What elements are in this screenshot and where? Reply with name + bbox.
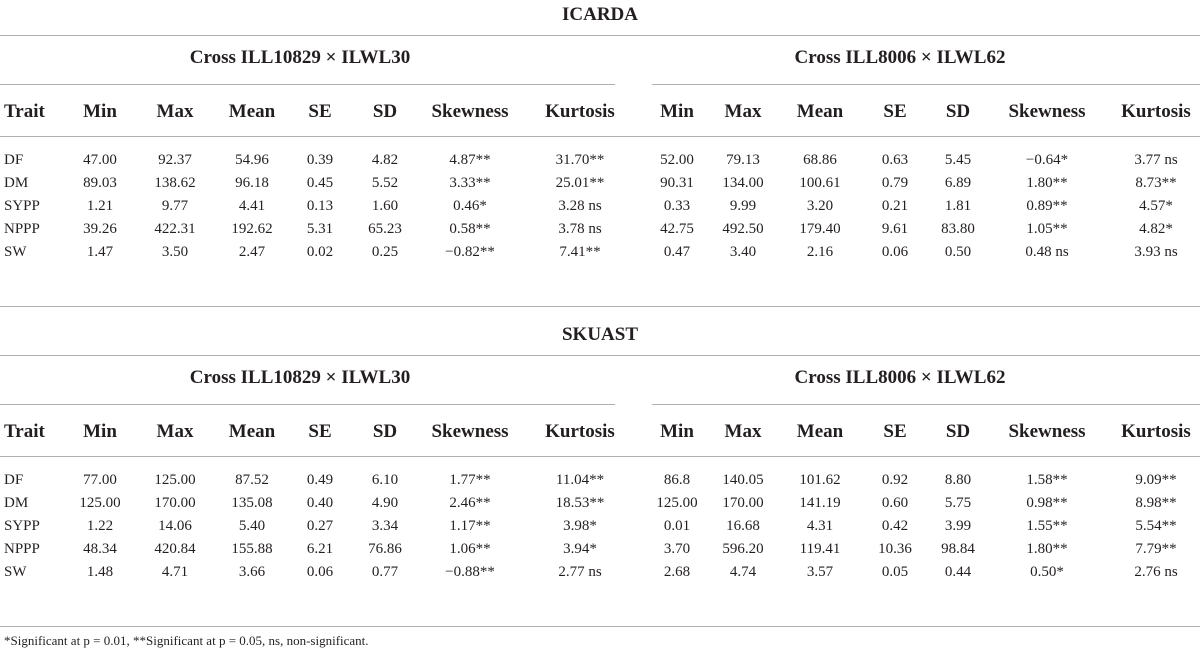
value-cell: 2.76 ns (1134, 564, 1178, 580)
value-cell: 0.06 (306, 564, 334, 580)
value-cell: 0.46* (453, 198, 487, 214)
table-footnote: *Significant at p = 0.01, **Significant at p = 0.05, ns, non-significant. (4, 633, 369, 648)
value-cell: 0.02 (306, 244, 334, 260)
value-cell: 1.21 (86, 198, 114, 214)
value-cell: 7.79** (1135, 541, 1177, 557)
value-cell: 8.80 (944, 472, 972, 488)
value-cell: 1.17** (449, 518, 491, 534)
skuast-header-se: SE (883, 421, 907, 442)
value-cell: 8.98** (1135, 495, 1177, 511)
value-cell: 11.04** (555, 472, 605, 488)
value-cell: 76.86 (368, 541, 402, 557)
value-cell: 8.73** (1135, 175, 1177, 191)
value-cell: −0.82** (445, 244, 495, 260)
skuast-header-min: Min (83, 421, 117, 442)
value-cell: 89.03 (83, 175, 117, 191)
value-cell: 96.18 (235, 175, 269, 191)
value-cell: 52.00 (660, 152, 694, 168)
skuast-header-rule (0, 456, 1200, 457)
value-cell: 134.00 (722, 175, 764, 191)
trait-cell: NPPP (4, 221, 40, 237)
value-cell: 68.86 (803, 152, 837, 168)
value-cell: 3.34 (371, 518, 399, 534)
value-cell: 14.06 (158, 518, 192, 534)
skuast-header-sd: SD (945, 421, 971, 442)
value-cell: 0.01 (663, 518, 691, 534)
value-cell: 0.47 (663, 244, 691, 260)
value-cell: 90.31 (660, 175, 694, 191)
value-cell: 1.80** (1026, 541, 1068, 557)
icarda-header-mean: Mean (228, 101, 276, 122)
skuast-top-rule (0, 355, 1200, 356)
icarda-header-mean: Mean (796, 101, 844, 122)
icarda-header-sd: SD (945, 101, 971, 122)
value-cell: 492.50 (722, 221, 764, 237)
value-cell: 83.80 (941, 221, 975, 237)
value-cell: 0.06 (881, 244, 909, 260)
value-cell: 141.19 (799, 495, 841, 511)
value-cell: 6.10 (371, 472, 399, 488)
skuast-header-min: Min (660, 421, 694, 442)
value-cell: 0.05 (881, 564, 909, 580)
value-cell: 0.77 (371, 564, 399, 580)
trait-cell: DM (4, 495, 29, 511)
value-cell: 1.55** (1026, 518, 1068, 534)
value-cell: 0.13 (306, 198, 334, 214)
value-cell: 1.81 (944, 198, 972, 214)
value-cell: 0.45 (306, 175, 334, 191)
value-cell: 0.89** (1026, 198, 1068, 214)
value-cell: 420.84 (154, 541, 196, 557)
icarda-cross-left-rule (0, 84, 615, 85)
value-cell: 125.00 (79, 495, 121, 511)
value-cell: 0.25 (371, 244, 399, 260)
value-cell: 1.05** (1026, 221, 1068, 237)
value-cell: 100.61 (799, 175, 841, 191)
value-cell: 31.70** (555, 152, 605, 168)
value-cell: 4.71 (161, 564, 189, 580)
value-cell: 1.60 (371, 198, 399, 214)
value-cell: 4.31 (806, 518, 834, 534)
skuast-cross-left-rule (0, 404, 615, 405)
icarda-header-sd: SD (372, 101, 398, 122)
value-cell: 0.92 (881, 472, 909, 488)
value-cell: 3.28 ns (558, 198, 602, 214)
value-cell: 16.68 (726, 518, 760, 534)
trait-cell: SW (4, 564, 27, 580)
value-cell: 125.00 (656, 495, 698, 511)
value-cell: 77.00 (83, 472, 117, 488)
value-cell: 192.62 (231, 221, 273, 237)
value-cell: 101.62 (799, 472, 841, 488)
icarda-header-se: SE (308, 101, 332, 122)
value-cell: 0.21 (881, 198, 909, 214)
value-cell: 2.47 (238, 244, 266, 260)
skuast-cross-left-title: Cross ILL10829 × ILWL30 (189, 367, 411, 388)
value-cell: 0.79 (881, 175, 909, 191)
value-cell: 0.50 (944, 244, 972, 260)
value-cell: 9.09** (1135, 472, 1177, 488)
trait-cell: SYPP (4, 518, 40, 534)
value-cell: 9.77 (161, 198, 189, 214)
value-cell: 9.61 (881, 221, 909, 237)
icarda-top-rule (0, 35, 1200, 36)
icarda-header-se: SE (883, 101, 907, 122)
value-cell: 48.34 (83, 541, 117, 557)
value-cell: 3.93 ns (1134, 244, 1178, 260)
value-cell: 2.77 ns (558, 564, 602, 580)
value-cell: 5.75 (944, 495, 972, 511)
trait-cell: SYPP (4, 198, 40, 214)
value-cell: 65.23 (368, 221, 402, 237)
value-cell: 3.40 (729, 244, 757, 260)
value-cell: 119.41 (799, 541, 841, 557)
value-cell: 155.88 (231, 541, 273, 557)
value-cell: 10.36 (878, 541, 912, 557)
icarda-header-skewness: Skewness (1008, 101, 1086, 122)
skuast-header-skewness: Skewness (431, 421, 509, 442)
value-cell: 170.00 (154, 495, 196, 511)
value-cell: 0.63 (881, 152, 909, 168)
value-cell: 2.46** (449, 495, 491, 511)
value-cell: 135.08 (231, 495, 273, 511)
value-cell: 1.48 (86, 564, 114, 580)
value-cell: 422.31 (154, 221, 196, 237)
icarda-header-min: Min (660, 101, 694, 122)
icarda-header-min: Min (83, 101, 117, 122)
value-cell: 0.27 (306, 518, 334, 534)
value-cell: 0.48 ns (1025, 244, 1069, 260)
value-cell: 7.41** (559, 244, 601, 260)
value-cell: 138.62 (154, 175, 196, 191)
value-cell: 79.13 (726, 152, 760, 168)
value-cell: 596.20 (722, 541, 764, 557)
skuast-header-trait: Trait (4, 421, 45, 442)
value-cell: 0.39 (306, 152, 334, 168)
value-cell: 18.53** (555, 495, 605, 511)
skuast-header-max: Max (156, 421, 194, 442)
value-cell: 1.22 (86, 518, 114, 534)
value-cell: 4.82* (1139, 221, 1173, 237)
value-cell: 5.54** (1135, 518, 1177, 534)
value-cell: −0.64* (1025, 152, 1069, 168)
skuast-header-max: Max (724, 421, 762, 442)
skuast-header-mean: Mean (228, 421, 276, 442)
value-cell: 39.26 (83, 221, 117, 237)
value-cell: 1.77** (449, 472, 491, 488)
value-cell: 5.40 (238, 518, 266, 534)
value-cell: 47.00 (83, 152, 117, 168)
skuast-section-title: SKUAST (561, 324, 639, 345)
skuast-cross-right-rule (652, 404, 1200, 405)
value-cell: 5.52 (371, 175, 399, 191)
value-cell: 1.58** (1026, 472, 1068, 488)
skuast-header-skewness: Skewness (1008, 421, 1086, 442)
icarda-cross-right-rule (652, 84, 1200, 85)
value-cell: 4.90 (371, 495, 399, 511)
icarda-header-rule (0, 136, 1200, 137)
value-cell: 3.70 (663, 541, 691, 557)
icarda-header-kurtosis: Kurtosis (1121, 101, 1191, 122)
skuast-header-se: SE (308, 421, 332, 442)
value-cell: 3.94* (563, 541, 597, 557)
value-cell: 1.06** (449, 541, 491, 557)
value-cell: 0.49 (306, 472, 334, 488)
icarda-section-title: ICARDA (562, 4, 638, 25)
value-cell: 4.57* (1139, 198, 1173, 214)
skuast-header-kurtosis: Kurtosis (545, 421, 615, 442)
value-cell: 0.98** (1026, 495, 1068, 511)
value-cell: 3.99 (944, 518, 972, 534)
value-cell: 140.05 (722, 472, 764, 488)
value-cell: 2.68 (663, 564, 691, 580)
value-cell: 5.45 (944, 152, 972, 168)
skuast-header-mean: Mean (796, 421, 844, 442)
value-cell: 92.37 (158, 152, 192, 168)
icarda-cross-right-title: Cross ILL8006 × ILWL62 (794, 47, 1006, 68)
value-cell: 86.8 (663, 472, 691, 488)
value-cell: 0.60 (881, 495, 909, 511)
icarda-header-max: Max (156, 101, 194, 122)
value-cell: 179.40 (799, 221, 841, 237)
value-cell: 3.98* (563, 518, 597, 534)
skuast-header-sd: SD (372, 421, 398, 442)
icarda-header-skewness: Skewness (431, 101, 509, 122)
value-cell: 3.57 (806, 564, 834, 580)
value-cell: 3.50 (161, 244, 189, 260)
value-cell: 3.66 (238, 564, 266, 580)
trait-cell: SW (4, 244, 27, 260)
value-cell: 2.16 (806, 244, 834, 260)
value-cell: 125.00 (154, 472, 196, 488)
value-cell: 54.96 (235, 152, 269, 168)
value-cell: 1.47 (86, 244, 114, 260)
value-cell: 4.41 (238, 198, 266, 214)
icarda-cross-left-title: Cross ILL10829 × ILWL30 (189, 47, 411, 68)
value-cell: 5.31 (306, 221, 334, 237)
value-cell: 0.33 (663, 198, 691, 214)
value-cell: 9.99 (729, 198, 757, 214)
trait-cell: NPPP (4, 541, 40, 557)
value-cell: 6.21 (306, 541, 334, 557)
value-cell: 3.33** (449, 175, 491, 191)
trait-cell: DF (4, 152, 24, 168)
value-cell: 87.52 (235, 472, 269, 488)
icarda-header-max: Max (724, 101, 762, 122)
value-cell: 0.42 (881, 518, 909, 534)
value-cell: 25.01** (555, 175, 605, 191)
value-cell: 3.77 ns (1134, 152, 1178, 168)
value-cell: 3.78 ns (558, 221, 602, 237)
trait-cell: DF (4, 472, 24, 488)
value-cell: 4.82 (371, 152, 399, 168)
skuast-header-kurtosis: Kurtosis (1121, 421, 1191, 442)
value-cell: 42.75 (660, 221, 694, 237)
value-cell: 0.50* (1030, 564, 1064, 580)
value-cell: 6.89 (944, 175, 972, 191)
trait-cell: DM (4, 175, 29, 191)
icarda-bottom-rule (0, 306, 1200, 307)
value-cell: 4.74 (729, 564, 757, 580)
icarda-header-kurtosis: Kurtosis (545, 101, 615, 122)
value-cell: 1.80** (1026, 175, 1068, 191)
value-cell: 0.58** (449, 221, 491, 237)
value-cell: 98.84 (941, 541, 975, 557)
value-cell: 3.20 (806, 198, 834, 214)
icarda-header-trait: Trait (4, 101, 45, 122)
value-cell: −0.88** (445, 564, 495, 580)
value-cell: 0.40 (306, 495, 334, 511)
skuast-bottom-rule (0, 626, 1200, 627)
value-cell: 4.87** (449, 152, 491, 168)
value-cell: 170.00 (722, 495, 764, 511)
skuast-cross-right-title: Cross ILL8006 × ILWL62 (794, 367, 1006, 388)
value-cell: 0.44 (944, 564, 972, 580)
